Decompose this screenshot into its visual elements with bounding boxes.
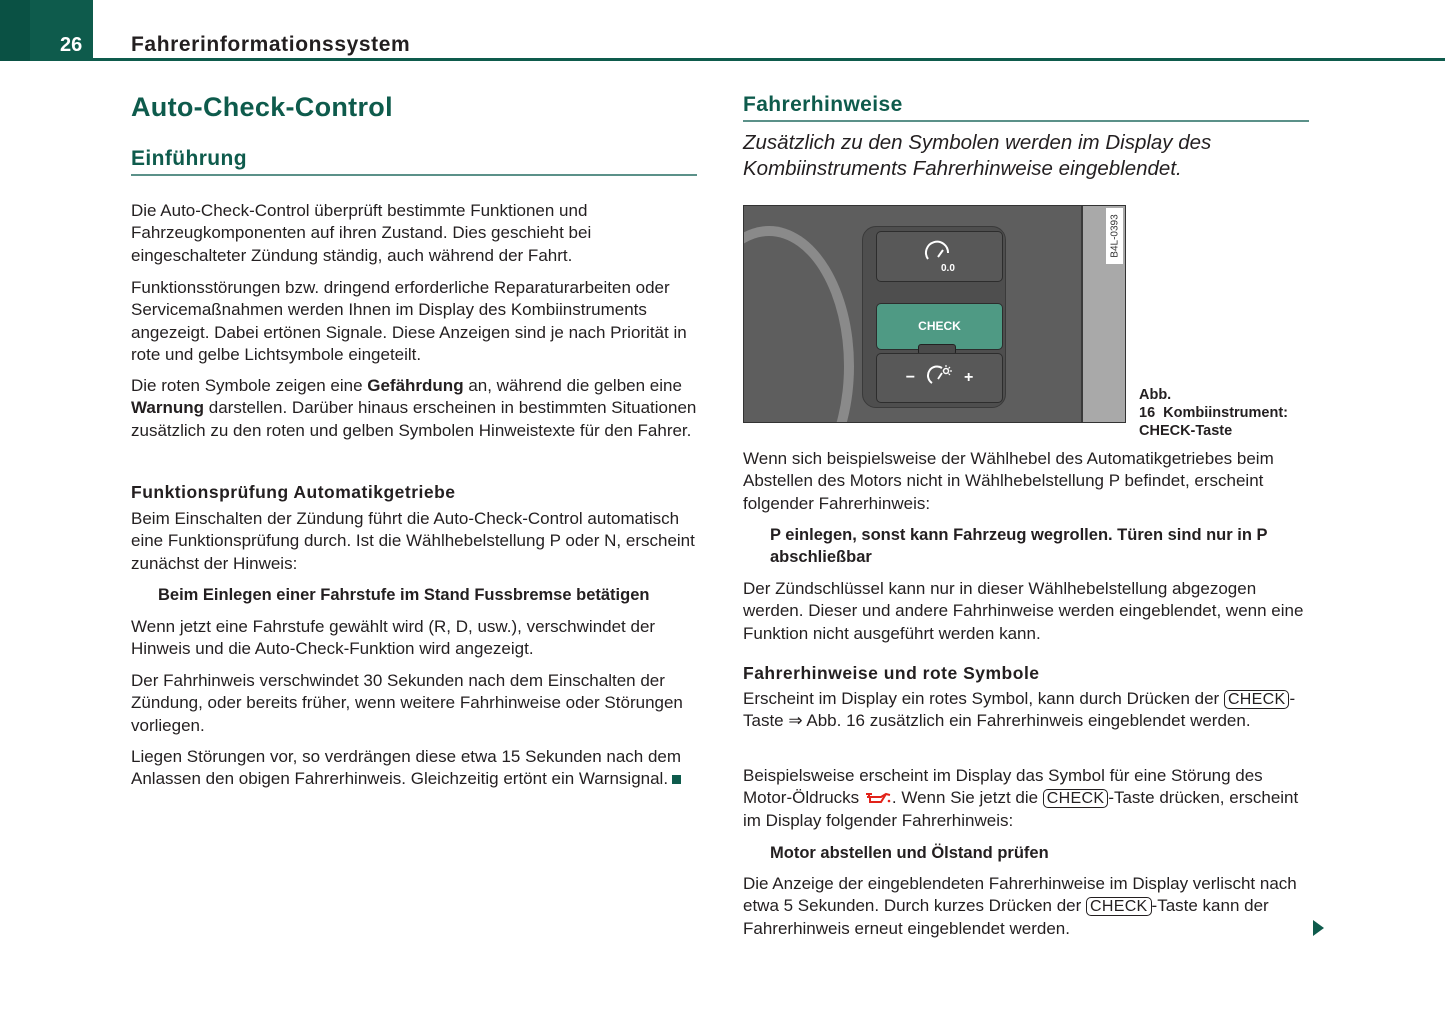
paragraph: Beim Einschalten der Zündung führt die Auto-Check-Control automatisch eine Funktionsprüfung durch. Ist die Wählhebelstellung P oder N, erscheint zunächst der Hinweis: xyxy=(131,509,695,573)
trip-reset-button xyxy=(876,231,1003,282)
check-button: CHECK xyxy=(876,303,1003,350)
text: darstellen. Darüber hinaus erscheinen in bestimmten Situationen zusätzlich zu den roten und gelben Symbolen Hinweistexte für den Fahrer. xyxy=(131,398,697,440)
figure-code: B4L-0393 xyxy=(1109,214,1120,258)
paragraph: Wenn sich beispielsweise der Wählhebel des Automatikgetriebes beim Abstellen des Motors nicht in Wählhebelstellung P befindet, erscheint folgender Fahrerhinweis: xyxy=(743,449,1274,513)
subheading-funktionspruefung: Funktionsprüfung Automatikgetriebe xyxy=(131,482,456,502)
text: Liegen Störungen vor, so verdrängen diese etwa 15 Sekunden nach dem Anlassen den obigen Fahrerhinweis. Gleichzeitig ertönt ein Warnsignal. xyxy=(131,747,682,789)
subheading-rote-symbole: Fahrerhinweise und rote Symbole xyxy=(743,663,1040,683)
gauge-ring xyxy=(743,226,854,423)
section-title-einfuehrung: Einführung xyxy=(131,147,247,170)
page-title: Auto-Check-Control xyxy=(131,92,393,122)
text: Erscheint im Display ein rotes Symbol, kann durch Drücken der xyxy=(743,689,1224,708)
check-key-label: CHECK xyxy=(1043,789,1109,808)
figure-caption-text: Kombiinstrument: CHECK-Taste xyxy=(1139,405,1288,439)
brightness-button xyxy=(876,353,1003,403)
svg-text:0.0: 0.0 xyxy=(940,263,955,274)
section-rule xyxy=(743,120,1309,122)
chapter-title: Fahrerinformationssystem xyxy=(131,33,411,56)
text: Beispielsweise erscheint im Display das Symbol für eine Störung des Motor-Öldrucks xyxy=(743,766,1263,808)
paragraph xyxy=(743,873,1309,940)
figure-side-strip xyxy=(1081,206,1125,422)
paragraph xyxy=(131,746,697,791)
paragraph xyxy=(743,765,1309,832)
text: an, während die gelben eine xyxy=(463,376,682,395)
check-key-label: CHECK xyxy=(1224,690,1290,709)
text: -Taste kann der Fahrerhinweis erneut eingeblendet werden. xyxy=(743,896,1269,938)
paragraph: Die Auto-Check-Control überprüft bestimmte Funktionen und Fahrzeugkomponenten auf ihren Zustand. Dies geschieht bei eingeschalteter Zündung ständig, auch während der Fahrt. xyxy=(131,201,592,265)
section-end-marker xyxy=(672,775,681,784)
header-rule xyxy=(93,58,1445,61)
emphasis-gefaehrdung: Gefährdung xyxy=(367,376,464,395)
page-number: 26 xyxy=(60,34,83,56)
driver-message: P einlegen, sonst kann Fahrzeug wegrollen. Türen sind nur in P abschließbar xyxy=(770,526,1268,567)
minus-label: − xyxy=(905,369,916,386)
continue-arrow-icon xyxy=(1313,920,1324,936)
paragraph: Der Fahrhinweis verschwindet 30 Sekunden nach dem Einschalten der Zündung, oder bereits früher, wenn weitere Fahrhinweise oder Störungen vorliegen. xyxy=(131,671,683,735)
oil-pressure-icon xyxy=(864,790,892,804)
paragraph: Der Zündschlüssel kann nur in dieser Wählhebelstellung abgezogen werden. Dieser und andere Fahrhinweise werden eingeblendet, wenn eine Funktion nicht ausgeführt werden kann. xyxy=(743,579,1304,643)
paragraph: Wenn jetzt eine Fahrstufe gewählt wird (R, D, usw.), verschwindet der Hinweis und die Auto-Check-Funktion wird angezeigt. xyxy=(131,617,656,659)
section-title-fahrerhinweise: Fahrerhinweise xyxy=(743,93,903,116)
figure-instrument-cluster xyxy=(743,205,1126,423)
emphasis-warnung: Warnung xyxy=(131,398,205,418)
driver-message: Motor abstellen und Ölstand prüfen xyxy=(770,844,1049,862)
figure-code-label xyxy=(1106,208,1123,264)
check-key-label: CHECK xyxy=(1086,897,1152,916)
section-rule xyxy=(131,174,697,176)
text: -Taste drücken, erscheint im Display folgender Fahrerhinweis: xyxy=(743,788,1299,830)
paragraph: Funktionsstörungen bzw. dringend erforderliche Reparaturarbeiten oder Servicemaßnahmen werden Ihnen im Display des Kombiinstruments angezeigt. Dabei ertönen Signale. Diese Anzeigen sind je nach Priorität in rote und gelbe Lichtsymbole eingeteilt. xyxy=(131,278,687,364)
paragraph xyxy=(743,688,1309,733)
figure-number: Abb. 16 xyxy=(1139,387,1172,421)
text: Die Anzeige der eingeblendeten Fahrerhinweise im Display verlischt nach etwa 5 Sekunden. Durch kurzes Drücken der xyxy=(743,874,1297,916)
plus-label: + xyxy=(963,369,974,386)
paragraph xyxy=(131,375,697,442)
text: Die roten Symbole zeigen eine xyxy=(131,376,368,395)
speedometer-reset-icon xyxy=(920,239,960,275)
figure-caption xyxy=(1139,386,1319,440)
brightness-dial-icon xyxy=(926,363,954,387)
button-panel xyxy=(862,226,1006,408)
text: -Taste ⇒ Abb. 16 zusätzlich ein Fahrerhinweis eingeblendet werden. xyxy=(743,689,1296,731)
lead-text: Zusätzlich zu den Symbolen werden im Display des Kombiinstruments Fahrerhinweise eingeblendet. xyxy=(743,131,1212,180)
text: . Wenn Sie jetzt die xyxy=(891,788,1043,808)
driver-message: Beim Einlegen einer Fahrstufe im Stand Fussbremse betätigen xyxy=(158,586,650,604)
